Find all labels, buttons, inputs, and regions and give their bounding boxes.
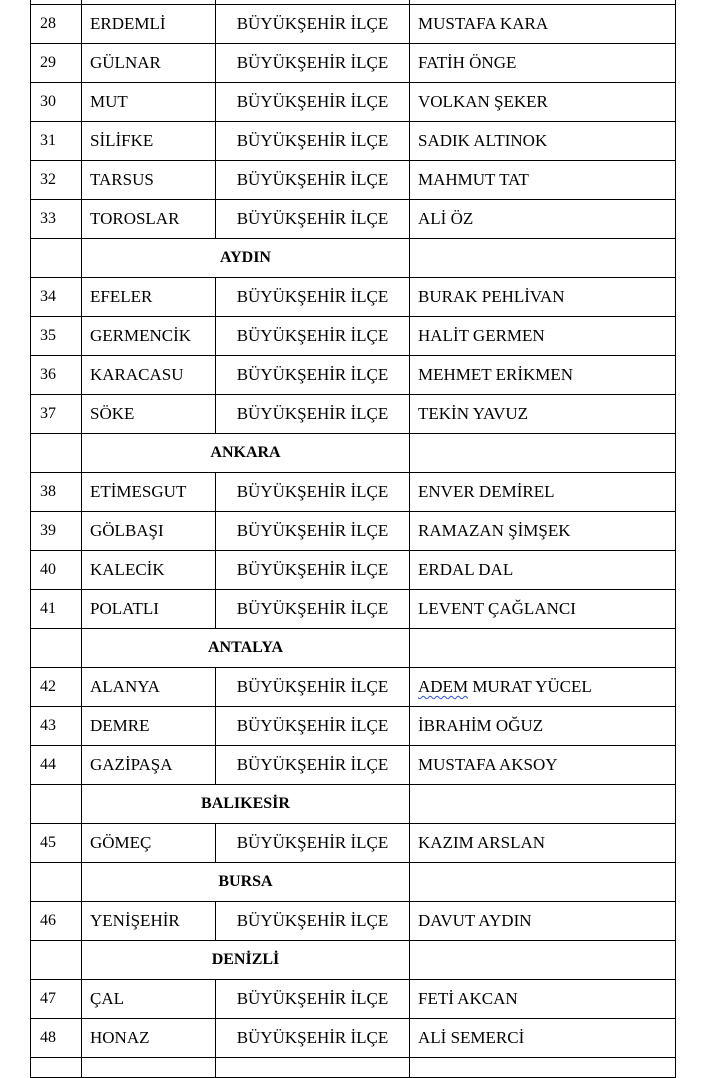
candidate-name: FETİ AKCAN bbox=[410, 980, 676, 1019]
row-number: 45 bbox=[31, 824, 82, 863]
province-heading: BALIKESİR bbox=[82, 785, 410, 824]
row-number: 36 bbox=[31, 356, 82, 395]
candidate-name: ERDAL DAL bbox=[410, 551, 676, 590]
district-name: GERMENCİK bbox=[82, 317, 216, 356]
candidate-name: RAMAZAN ŞİMŞEK bbox=[410, 512, 676, 551]
district-type: BÜYÜKŞEHİR İLÇE bbox=[216, 5, 410, 44]
table-row bbox=[31, 746, 676, 785]
row-number: 46 bbox=[31, 902, 82, 941]
table-row bbox=[31, 200, 676, 239]
table-row bbox=[31, 161, 676, 200]
row-number: 28 bbox=[31, 5, 82, 44]
candidate-name-rest: MURAT YÜCEL bbox=[468, 677, 592, 696]
district-type: BÜYÜKŞEHİR İLÇE bbox=[216, 746, 410, 785]
district-name: GÜLNAR bbox=[82, 44, 216, 83]
district-name: YENİŞEHİR bbox=[82, 902, 216, 941]
candidate-name: HALİT GERMEN bbox=[410, 317, 676, 356]
row-number: 39 bbox=[31, 512, 82, 551]
district-type: BÜYÜKŞEHİR İLÇE bbox=[216, 83, 410, 122]
district-type: BÜYÜKŞEHİR İLÇE bbox=[216, 707, 410, 746]
row-number: 44 bbox=[31, 746, 82, 785]
candidate-name: ALİ ÖZ bbox=[410, 200, 676, 239]
mayor-list-table bbox=[30, 0, 676, 1078]
candidate-name: MEHMET ERİKMEN bbox=[410, 356, 676, 395]
district-type: BÜYÜKŞEHİR İLÇE bbox=[216, 317, 410, 356]
province-heading-row bbox=[31, 941, 676, 980]
province-heading: AYDIN bbox=[82, 239, 410, 278]
table-row bbox=[31, 473, 676, 512]
table-row bbox=[31, 824, 676, 863]
candidate-name: MAHMUT TAT bbox=[410, 161, 676, 200]
table-row bbox=[31, 356, 676, 395]
district-name: MUT bbox=[82, 83, 216, 122]
district-name: GÖMEÇ bbox=[82, 824, 216, 863]
table-row bbox=[31, 395, 676, 434]
district-name: KARACASU bbox=[82, 356, 216, 395]
table-row bbox=[31, 590, 676, 629]
table-row bbox=[31, 317, 676, 356]
row-number: 42 bbox=[31, 668, 82, 707]
district-name: ETİMESGUT bbox=[82, 473, 216, 512]
district-name: SÖKE bbox=[82, 395, 216, 434]
province-heading-row bbox=[31, 863, 676, 902]
table-row bbox=[31, 707, 676, 746]
district-type: BÜYÜKŞEHİR İLÇE bbox=[216, 980, 410, 1019]
row-number: 40 bbox=[31, 551, 82, 590]
candidate-name: TEKİN YAVUZ bbox=[410, 395, 676, 434]
table-row bbox=[31, 668, 676, 707]
province-heading-row bbox=[31, 785, 676, 824]
district-type: BÜYÜKŞEHİR İLÇE bbox=[216, 395, 410, 434]
candidate-name: İBRAHİM OĞUZ bbox=[410, 707, 676, 746]
district-type: BÜYÜKŞEHİR İLÇE bbox=[216, 122, 410, 161]
candidate-name: KAZIM ARSLAN bbox=[410, 824, 676, 863]
district-type: BÜYÜKŞEHİR İLÇE bbox=[216, 902, 410, 941]
candidate-name: LEVENT ÇAĞLANCI bbox=[410, 590, 676, 629]
district-name: ÇAL bbox=[82, 980, 216, 1019]
district-type: BÜYÜKŞEHİR İLÇE bbox=[216, 668, 410, 707]
district-type: BÜYÜKŞEHİR İLÇE bbox=[216, 278, 410, 317]
candidate-name: SADIK ALTINOK bbox=[410, 122, 676, 161]
district-type: BÜYÜKŞEHİR İLÇE bbox=[216, 44, 410, 83]
province-heading: ANTALYA bbox=[82, 629, 410, 668]
district-type: BÜYÜKŞEHİR İLÇE bbox=[216, 590, 410, 629]
row-number: 41 bbox=[31, 590, 82, 629]
province-heading-row bbox=[31, 239, 676, 278]
table-row bbox=[31, 83, 676, 122]
candidate-name: ALİ SEMERCİ bbox=[410, 1019, 676, 1058]
district-type: BÜYÜKŞEHİR İLÇE bbox=[216, 824, 410, 863]
table-row bbox=[31, 44, 676, 83]
district-name: SİLİFKE bbox=[82, 122, 216, 161]
district-name: HONAZ bbox=[82, 1019, 216, 1058]
district-type: BÜYÜKŞEHİR İLÇE bbox=[216, 512, 410, 551]
table-row bbox=[31, 122, 676, 161]
district-name: POLATLI bbox=[82, 590, 216, 629]
district-type: BÜYÜKŞEHİR İLÇE bbox=[216, 551, 410, 590]
district-type: BÜYÜKŞEHİR İLÇE bbox=[216, 473, 410, 512]
district-type: BÜYÜKŞEHİR İLÇE bbox=[216, 1019, 410, 1058]
row-number: 43 bbox=[31, 707, 82, 746]
district-name: ERDEMLİ bbox=[82, 5, 216, 44]
row-number: 37 bbox=[31, 395, 82, 434]
candidate-name bbox=[410, 668, 676, 707]
spellcheck-underlined-word: ADEM bbox=[418, 677, 469, 696]
candidate-name: VOLKAN ŞEKER bbox=[410, 83, 676, 122]
district-name: ALANYA bbox=[82, 668, 216, 707]
row-number: 38 bbox=[31, 473, 82, 512]
table-row bbox=[31, 980, 676, 1019]
province-heading-row bbox=[31, 629, 676, 668]
table-row bbox=[31, 278, 676, 317]
district-type: BÜYÜKŞEHİR İLÇE bbox=[216, 161, 410, 200]
candidate-name: MUSTAFA KARA bbox=[410, 5, 676, 44]
row-number: 31 bbox=[31, 122, 82, 161]
district-name: KALECİK bbox=[82, 551, 216, 590]
district-name: EFELER bbox=[82, 278, 216, 317]
table-row bbox=[31, 512, 676, 551]
candidate-name: MUSTAFA AKSOY bbox=[410, 746, 676, 785]
candidate-name: BURAK PEHLİVAN bbox=[410, 278, 676, 317]
candidate-name: DAVUT AYDIN bbox=[410, 902, 676, 941]
district-name: GÖLBAŞI bbox=[82, 512, 216, 551]
row-number: 30 bbox=[31, 83, 82, 122]
row-number: 35 bbox=[31, 317, 82, 356]
row-number: 34 bbox=[31, 278, 82, 317]
row-number: 29 bbox=[31, 44, 82, 83]
table-row-cut-bottom bbox=[31, 1058, 676, 1078]
candidate-name: FATİH ÖNGE bbox=[410, 44, 676, 83]
table-row bbox=[31, 551, 676, 590]
row-number: 48 bbox=[31, 1019, 82, 1058]
district-name: TARSUS bbox=[82, 161, 216, 200]
district-name: TOROSLAR bbox=[82, 200, 216, 239]
table-row bbox=[31, 902, 676, 941]
province-heading: BURSA bbox=[82, 863, 410, 902]
row-number: 32 bbox=[31, 161, 82, 200]
province-heading: DENİZLİ bbox=[82, 941, 410, 980]
table-row bbox=[31, 1019, 676, 1058]
district-name: DEMRE bbox=[82, 707, 216, 746]
candidate-name: ENVER DEMİREL bbox=[410, 473, 676, 512]
row-number: 47 bbox=[31, 980, 82, 1019]
row-number: 33 bbox=[31, 200, 82, 239]
province-heading: ANKARA bbox=[82, 434, 410, 473]
district-type: BÜYÜKŞEHİR İLÇE bbox=[216, 200, 410, 239]
table-row bbox=[31, 5, 676, 44]
district-type: BÜYÜKŞEHİR İLÇE bbox=[216, 356, 410, 395]
province-heading-row bbox=[31, 434, 676, 473]
district-name: GAZİPAŞA bbox=[82, 746, 216, 785]
